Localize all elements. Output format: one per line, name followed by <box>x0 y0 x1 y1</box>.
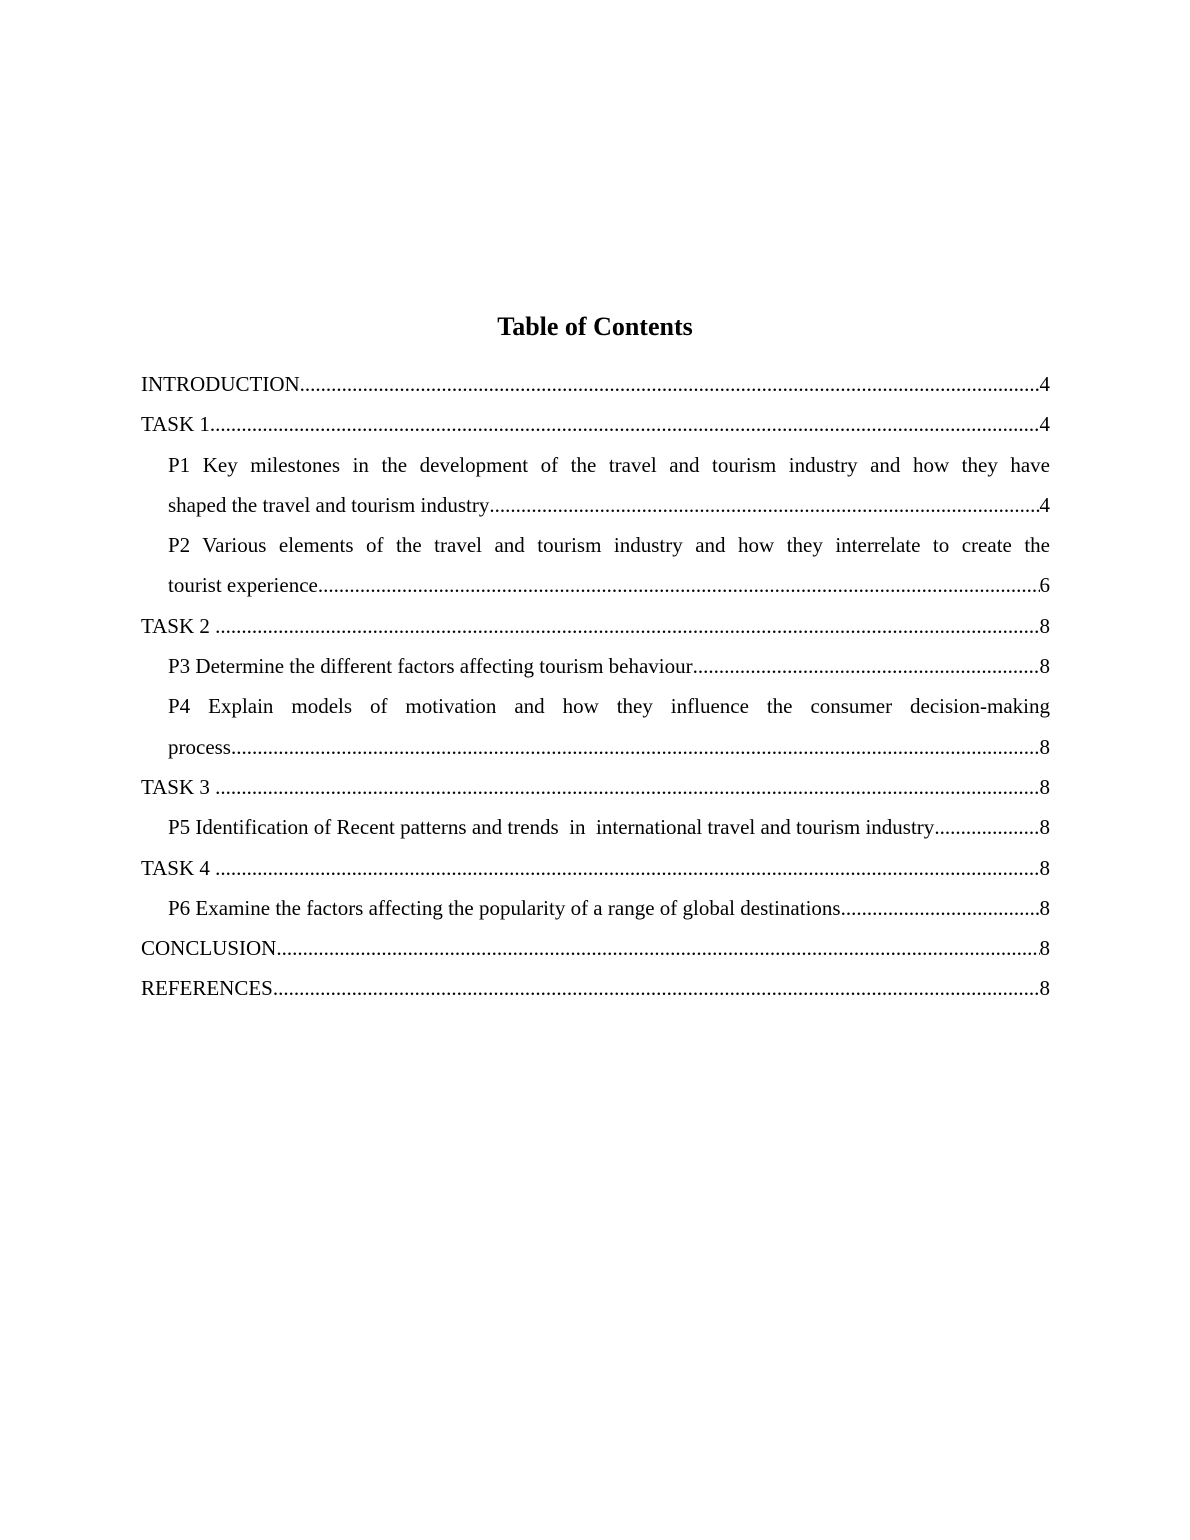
dot-leader <box>841 888 1040 928</box>
toc-entry-p5[interactable] <box>141 807 1050 847</box>
toc-entry-page: 8 <box>1039 976 1050 1001</box>
dot-leader <box>934 807 1039 847</box>
toc-entry-page: 8 <box>1039 936 1050 961</box>
dot-leader <box>693 646 1040 686</box>
toc-entry-page: 8 <box>1039 855 1050 880</box>
dot-leader <box>215 848 1039 888</box>
toc-entry-text: P5 Identification of Recent patterns and trends in international travel and tourism industry <box>168 815 935 840</box>
toc-entry-page: 8 <box>1039 815 1050 840</box>
toc-entry-text-line-1: P2 Various elements of the travel and tourism industry and how they interrelate to create the <box>168 533 1050 558</box>
toc-entry-text: INTRODUCTION <box>141 372 300 396</box>
toc-entry-references[interactable] <box>141 968 1050 1008</box>
toc-entry-p4[interactable] <box>141 686 1050 767</box>
toc-entry-conclusion[interactable] <box>141 928 1050 968</box>
toc-entry-text: P6 Examine the factors affecting the popularity of a range of global destinations <box>168 895 841 920</box>
toc-entry-p1[interactable] <box>141 445 1050 526</box>
toc-entry-task-4[interactable] <box>141 848 1050 888</box>
toc-entry-text: TASK 1 <box>141 412 210 437</box>
toc-entry-task-2[interactable] <box>141 606 1050 646</box>
toc-entry-p2[interactable] <box>141 525 1050 606</box>
toc-entry-page: 4 <box>1039 372 1050 396</box>
toc-entry-task-3[interactable] <box>141 767 1050 807</box>
toc-list <box>141 364 1050 1009</box>
toc-entry-page: 8 <box>1039 895 1050 920</box>
toc-entry-text: REFERENCES <box>141 976 273 1001</box>
toc-entry-page: 8 <box>1039 774 1050 799</box>
toc-entry-text: process <box>168 734 231 759</box>
toc-entry-task-1[interactable] <box>141 404 1050 444</box>
toc-entry-page: 4 <box>1039 412 1050 437</box>
toc-entry-page: 4 <box>1039 492 1050 517</box>
toc-entry-text: tourist experience <box>168 573 318 598</box>
toc-entry-p3[interactable] <box>141 646 1050 686</box>
toc-entry-text: CONCLUSION <box>141 936 277 961</box>
toc-entry-page: 8 <box>1039 734 1050 759</box>
toc-entry-text: shaped the travel and tourism industry <box>168 492 490 517</box>
toc-entry-text-line-1: P4 Explain models of motivation and how they influence the consumer decision-making <box>168 694 1050 719</box>
toc-entry-text-line-1: P1 Key milestones in the development of the travel and tourism industry and how they have <box>168 452 1050 477</box>
dot-leader <box>215 606 1039 646</box>
toc-entry-introduction[interactable] <box>141 364 1050 404</box>
dot-leader <box>318 565 1040 605</box>
dot-leader <box>210 404 1040 444</box>
toc-entry-text: TASK 3 <box>141 774 216 799</box>
toc-title: Table of Contents <box>497 312 693 341</box>
dot-leader <box>273 968 1040 1008</box>
dot-leader <box>231 727 1040 767</box>
toc-entry-text: TASK 2 <box>141 613 216 638</box>
dot-leader <box>215 767 1039 807</box>
toc-entry-page: 8 <box>1039 654 1050 679</box>
dot-leader <box>489 485 1039 525</box>
toc-entry-page: 6 <box>1039 573 1050 598</box>
toc-entry-page: 8 <box>1039 613 1050 638</box>
toc-entry-text: P3 Determine the different factors affecting tourism behaviour <box>168 654 693 679</box>
toc-entry-text: TASK 4 <box>141 855 216 880</box>
dot-leader <box>300 364 1040 404</box>
dot-leader <box>276 928 1039 968</box>
toc-entry-p6[interactable] <box>141 888 1050 928</box>
